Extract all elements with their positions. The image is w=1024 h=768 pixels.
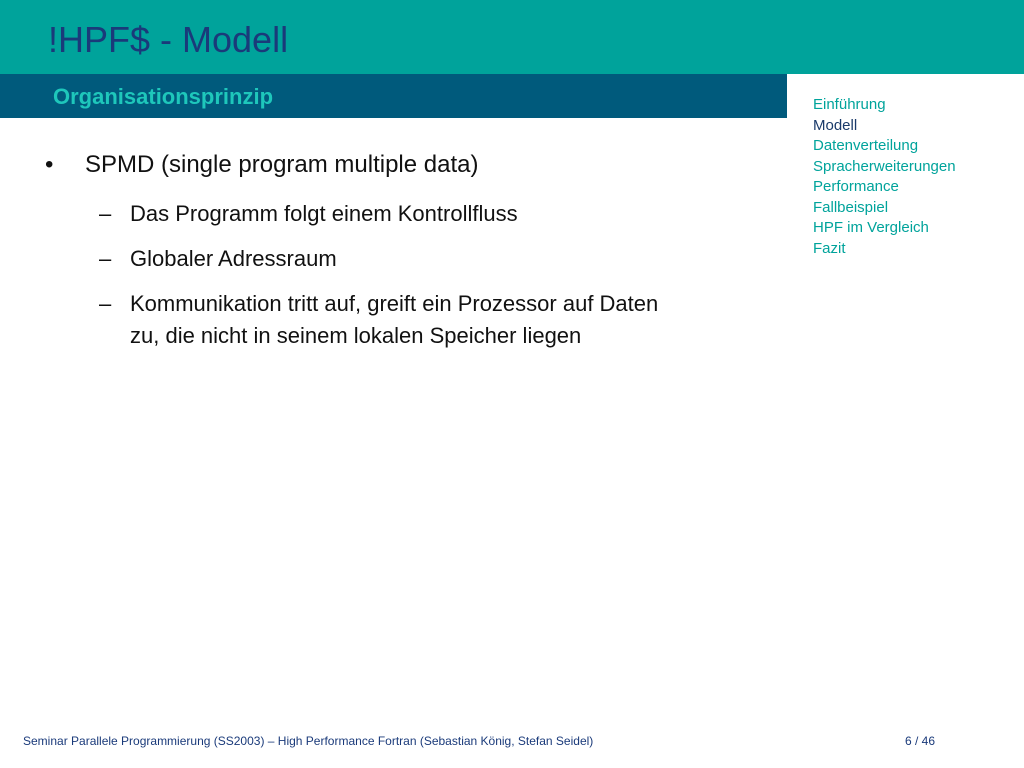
dash-marker: – bbox=[99, 201, 112, 226]
sub-item: Globaler Adressraum bbox=[130, 246, 337, 271]
nav-item-fallbeispiel[interactable]: Fallbeispiel bbox=[813, 198, 889, 216]
sub-item: Das Programm folgt einem Kontrollfluss bbox=[130, 201, 518, 226]
nav-item-performance[interactable]: Performance bbox=[813, 178, 899, 195]
nav-item-modell[interactable]: Modell bbox=[813, 116, 858, 134]
slide-subtitle: Organisationsprinzip bbox=[53, 84, 274, 109]
nav-item-spracherweiterungen[interactable]: Spracherweiterungen bbox=[813, 157, 956, 175]
slide-title: !HPF$ - Modell bbox=[48, 19, 289, 60]
nav-item-hpf-im-vergleich[interactable]: HPF im Vergleich bbox=[813, 219, 929, 236]
dash-marker: – bbox=[99, 246, 112, 271]
page-number: 6 / 46 bbox=[905, 734, 936, 748]
nav-item-datenverteilung[interactable]: Datenverteilung bbox=[813, 137, 919, 154]
sub-item: Kommunikation tritt auf, greift ein Prozessor auf Daten bbox=[130, 291, 659, 316]
nav-item-einfuehrung[interactable]: Einführung bbox=[813, 96, 886, 113]
section-nav bbox=[813, 95, 956, 259]
dash-marker: – bbox=[99, 291, 112, 316]
sub-item-continuation: zu, die nicht in seinem lokalen Speicher liegen bbox=[130, 323, 582, 348]
bullet-marker: • bbox=[45, 151, 54, 178]
bullet-item: SPMD (single program multiple data) bbox=[85, 151, 479, 178]
footer-text: Seminar Parallele Programmierung (SS2003) – High Performance Fortran (Sebastian König, Stefan Seidel) bbox=[23, 734, 594, 748]
nav-item-fazit[interactable]: Fazit bbox=[813, 239, 846, 257]
